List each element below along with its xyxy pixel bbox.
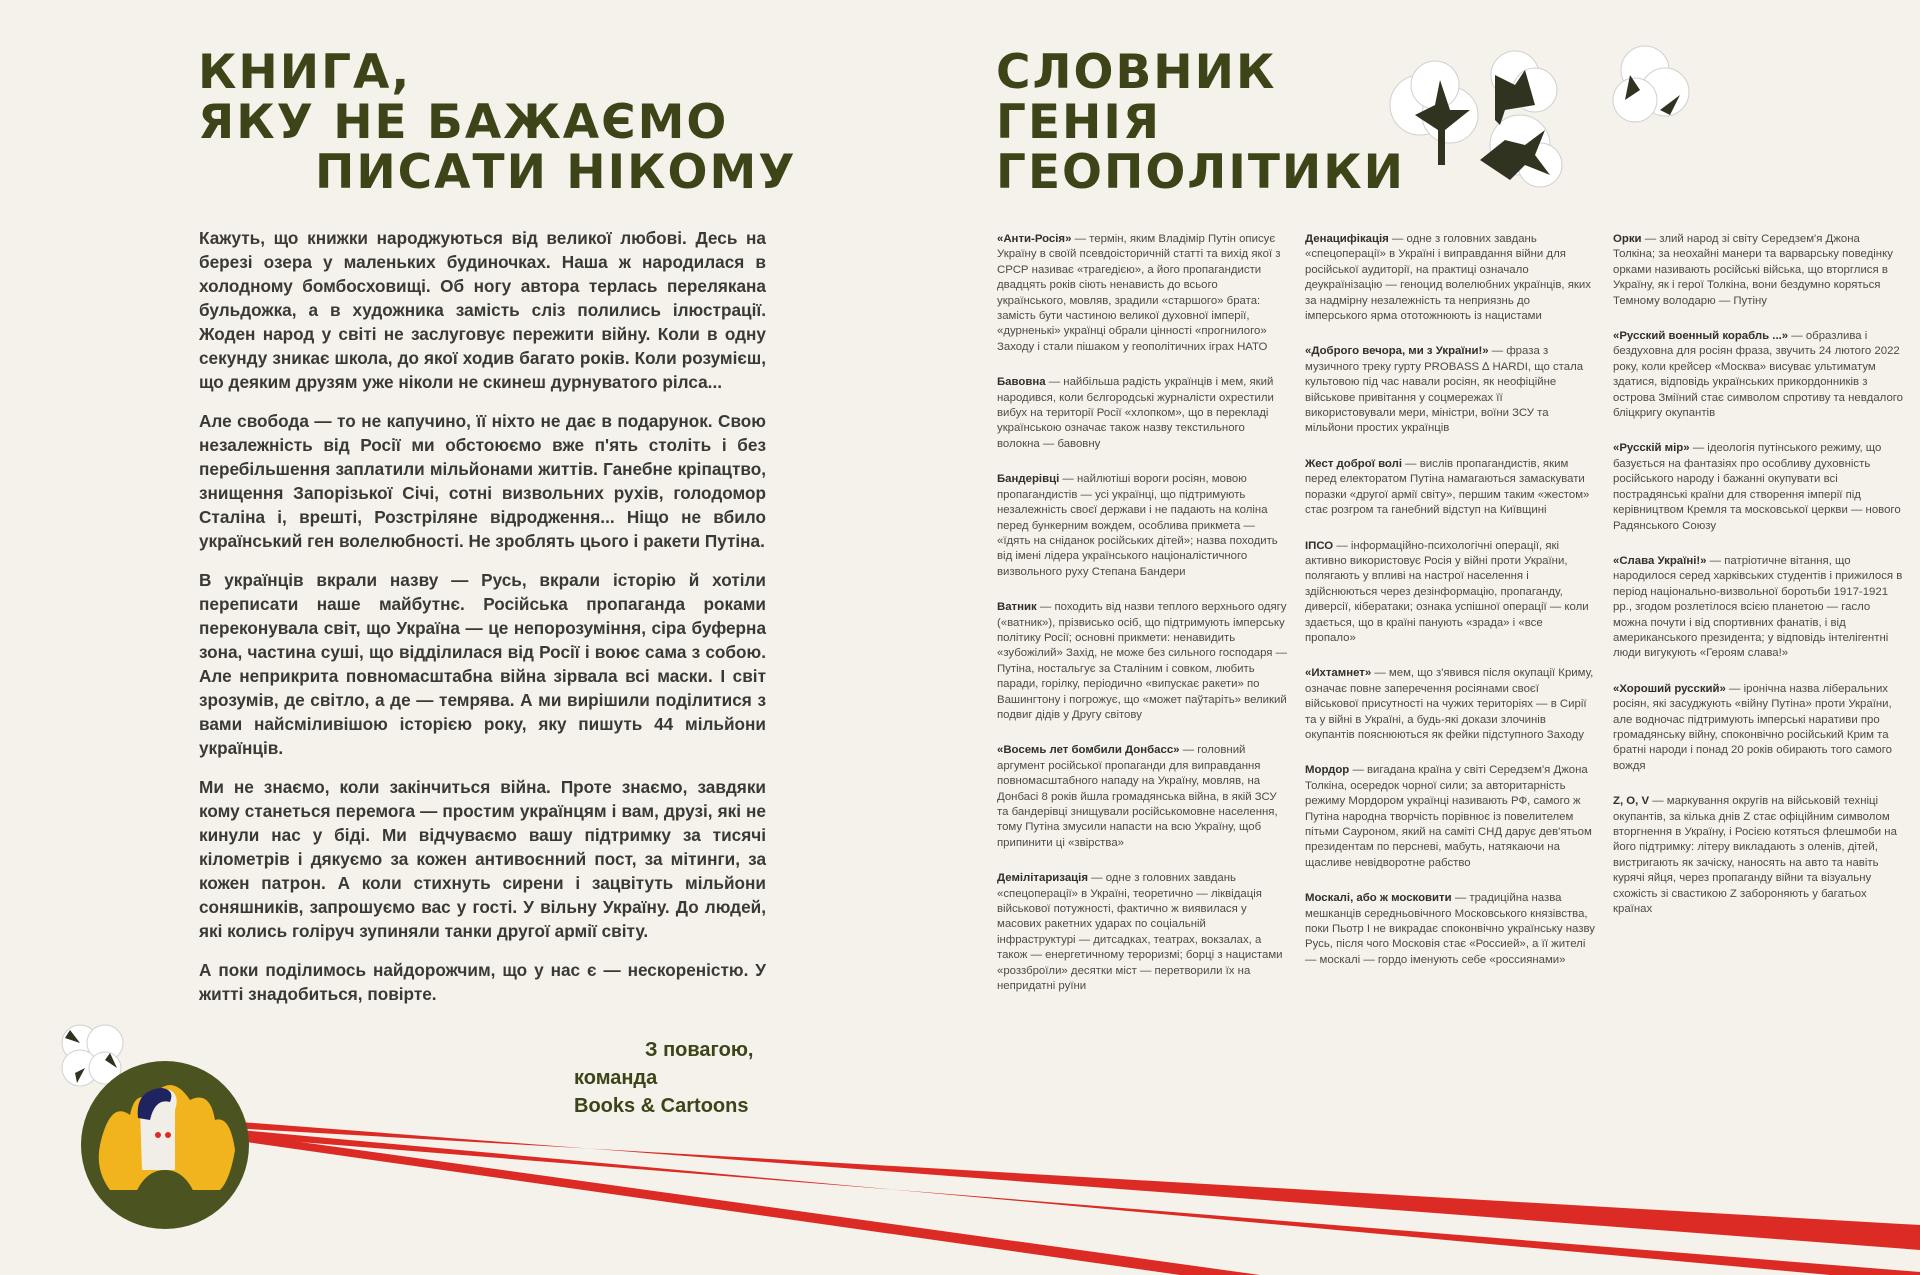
- glossary-title: [996, 45, 1405, 200]
- foreword-paragraph: Ми не знаємо, коли закінчиться війна. Проте знаємо, завдяки кому станеться перемога — простим українцям і вам, друзі, які не кинули нас у біді. Ми відчуваємо вашу підтримку за тисячі кілометрів і дякуємо за кожен антивоєнний пост, за мітинги, за кожен патрон. А коли стихнуть сирени і зацвітуть мільйони соняшників, запрошуємо вас у гості. У вільну Україну. До людей, які колись голіруч зупиняли танки другої армії світу.: [199, 777, 766, 941]
- glossary-entry: [1305, 457, 1595, 519]
- glossary-entry: [1305, 763, 1595, 871]
- glossary-entry: [1613, 794, 1903, 917]
- glossary-term: Бавовна: [997, 376, 1046, 389]
- glossary-definition: — маркування округів на військовій техніці окупантів, за кілька днів Z стає офіційним символом вторгнення в Україну, і Росією котяться флешмоби на його підтримку: літеру викладають з оленів, дітей, вистригають як зачіску, наносять на авто та навіть курячі яйця, через пропаганду війни та візуальну схожість зі свастикою Z забороняють у багатьох країнах: [1613, 795, 1897, 916]
- foreword-paragraph: А поки поділимось найдорожчим, що у нас є — нескореністю. У житті знадобиться, повірте.: [199, 960, 766, 1004]
- glossary-definition: — фраза з музичного треку гурту PROBASS ∆ HARDI, що стала культовою під час навали росіян, як неофіційне військове привітання у соцмережах її використовували мери, міністри, воїни ЗСУ та мільйони простих українців: [1305, 345, 1584, 435]
- glossary-term: Мордор: [1305, 764, 1350, 777]
- left-page-title: [198, 45, 797, 200]
- glossary-definition: — патріотичне вітання, що народилося серед харківських студентів і прижилося в період національно-визвольної боротьби 1917-1921 рр., згодом розлетілося всією планетою — гасло можна почути і від спортивних фанатів, і від американського президента; у відповідь інтелігентні люди вигукують «Героям слава!»: [1613, 554, 1903, 660]
- glossary-entry: [1613, 329, 1903, 421]
- glossary-entry: [1305, 344, 1595, 436]
- glossary-term: «Хороший русский»: [1613, 682, 1726, 695]
- glossary-entry: [997, 375, 1287, 452]
- glossary-title-line-2: ГЕНІЯ: [996, 95, 1162, 150]
- glossary-column-2: [1305, 232, 1595, 988]
- glossary-entry: [1305, 666, 1595, 743]
- glossary-definition: — вислів пропагандистів, яким перед електоратом Путіна намагаються замаскувати поразки «другої армії світу», першим таким «жестом» стає розгром та ганебний відступ на Київщині: [1305, 457, 1590, 517]
- glossary-term: Бандерівці: [997, 473, 1060, 486]
- glossary-entry: [1305, 891, 1595, 968]
- glossary-definition: — походить від назви теплого верхнього одягу («ватник»), прізвисько осіб, що підтримують імперську політику Росії; основні прикмети: ненавидить «зубожілий» Захід, не може без сильного господаря — Путіна, ностальгує за Сталіним і совком, любить паради, горілку, періодично «випускає ракети» по Вашингтону і погрожує, що «может паўтаріть» великий подвиг дідів у Другу світову: [997, 601, 1288, 721]
- glossary-term: ІПСО: [1305, 539, 1334, 552]
- glossary-definition: — образлива і бездуховна для росіян фраза, звучить 24 лютого 2022 року, коли крейсер «Москва» висуває ультиматум здатися, відповідь українських прикордонників з острова Зміїний стає символом спротиву та невдалого бліцкригу окупантів: [1613, 330, 1904, 420]
- glossary-entry: [1613, 232, 1903, 309]
- glossary-definition: — найлютіші вороги росіян, мовою пропагандистів — усі українці, що підтримують незалежність своєї держави і не падають на коліна перед бункерним вождем, особлива прикмета — «їдять на сніданок російських дітей»; назва походить від імені лідера українського націоналістичного визвольного руху Степана Бандери: [997, 473, 1278, 578]
- glossary-term: «Анти-Росія»: [997, 233, 1072, 245]
- glossary-term: Жест доброї волі: [1305, 457, 1402, 470]
- foreword-paragraph: Кажуть, що книжки народжуються від великої любові. Десь на березі озера у маленьких будиночках. Наша ж народилася в холодному бомбосховищі. Об ногу автора терлась перелякана бульдожка, а в художника замість сліз полились ілюстрації. Жоден народ у світі не заслуговує пережити війну. Коли в одну секунду зникає школа, до якої ходив багато років. Коли розумієш, що деяким друзям уже ніколи не скинеш дурнуватого рілса...: [199, 228, 766, 392]
- glossary-term: Орки: [1613, 233, 1642, 245]
- glossary-definition: — ідеологія путінського режиму, що базується на фантазіях про особливу духовність російського народу і бажанні окупувати всі пострадянські країни для створення імперії під керівництвом Кремля та московської церкви — нового Радянського Союзу: [1613, 442, 1901, 532]
- glossary-term: «Доброго вечора, ми з України!»: [1305, 345, 1489, 358]
- glossary-definition: — злий народ зі світу Середзем'я Джона Толкіна; за неохайні манери та варварську поведінку орками називають російські війська, що вторглися в Україну, як і герої Толкіна, вони бездумно коряться Темному володарю — Путіну: [1613, 233, 1893, 307]
- glossary-title-line-3: ГЕОПОЛІТИКИ: [996, 145, 1405, 200]
- foreword-paragraph: В українців вкрали назву — Русь, вкрали історію й хотіли переписати наше майбутнє. Російська пропаганда роками переконувала світ, що Україна — це непорозуміння, сіра буферна зона, частина суші, що відділилася від Росії і воює сама з собою. Але неприкрита повномасштабна війна зірвала всі маски. І світ зрозумів, де світло, а де — темрява. А ми вирішили поділитися з вами найсміливішою історією року, яку пишуть 44 мільйони українців.: [199, 570, 766, 758]
- signature: [574, 1036, 753, 1120]
- glossary-definition: — найбільша радість українців і мем, який народився, коли бєлгородські журналісти охрестили вибух на території Росії «хлопком», що в перекладі українською означає також назву текстильного волокна — бавовну: [997, 376, 1274, 450]
- glossary-term: «Ихтамнет»: [1305, 667, 1372, 680]
- glossary-entry: [1613, 554, 1903, 662]
- glossary-title-line-1: СЛОВНИК: [996, 45, 1277, 100]
- glossary-definition: — головний аргумент російської пропаганди для виправдання повномасштабного нападу на Україну, мовляв, на Донбасі 8 років йшла громадянська війна, в якій ЗСУ та бандерівці знищували російськомовне населення, тому Путіна змусили напасти на всю Україну, щоб припинити ці «звірства»: [997, 744, 1278, 849]
- title-line-2: ЯКУ НЕ БАЖАЄМО: [198, 95, 729, 150]
- glossary-term: Москалі, або ж московити: [1305, 892, 1452, 905]
- glossary-entry: [1613, 441, 1903, 533]
- portrait-illustration: [80, 1060, 250, 1230]
- glossary-definition: — іронічна назва ліберальних росіян, які засуджують «війну Путіна» проти України, але водночас підтримують імперські наративи про громадянську війну, споконвічно російський Крим та братні народи і понад 20 років обирають того самого вождя: [1613, 682, 1892, 772]
- glossary-entry: [997, 600, 1287, 723]
- glossary-entry: [1613, 682, 1903, 774]
- glossary-term: «Восемь лет бомбили Донбасс»: [997, 744, 1180, 757]
- glossary-entry: [1305, 539, 1595, 647]
- glossary-term: «Русскій мір»: [1613, 442, 1690, 455]
- glossary-entry: [997, 743, 1287, 851]
- title-line-1: КНИГА,: [198, 45, 412, 100]
- signature-line-1: З повагою,: [645, 1039, 754, 1061]
- glossary-term: Демілітаризація: [997, 872, 1088, 885]
- glossary-definition: — традиційна назва мешканців середньовічного Московського князівства, поки Пьотр I не викрадає споконвічно українську назву Русь, після чого Московія стає «Россией», а її жителі — москалі — гордо іменують себе «россиянами»: [1305, 892, 1595, 966]
- glossary-term: Денацифікація: [1305, 233, 1389, 245]
- glossary-definition: — інформаційно-психологічні операції, які активно використовує Росія у війні проти України, полягають у впливі на настрої населення і здійснюються через дезінформацію, пропаганду, диверсії, кібератаки; ознака успішної операції — коли здається, що в країні панують «зрада» і «все пропало»: [1305, 539, 1589, 644]
- glossary-definition: — одне з головних завдань «спецоперації» в Україні і виправдання війни для російської аудиторії, на практиці означало деукраїнізацію — геноцид волелюбних українців, яких за надмірну незалежність та неприязнь до імперського ярма ототожнюють із нацистами: [1305, 233, 1591, 323]
- glossary-term: Z, O, V: [1613, 795, 1650, 808]
- glossary-entry: [997, 871, 1287, 994]
- glossary-definition: — одне з головних завдань «спецоперації» в Україні, теоретично — ліквідація військової потужності, фактично ж виявилася у масових ракетних ударах по соціальній інфраструктурі — дитсадках, театрах, вокзалах, а також — енергетичному тероризмі; борці з нацистами «роззброїли» десятки міст — перетворили їх на непридатні руїни: [997, 872, 1283, 993]
- glossary-definition: — термін, яким Владімір Путін описує Україну в своїй псевдоісторичній статті та вихід якої з СРСР називає «трагедією», а його пропагандисти двадцять років сіють ненависть до всього українського, мовляв, зрадили «старшого» брата: замість бути частиною великої духовної імперії, «дурненькі» українці обрали цінності «прогнилого» Заходу і стали пішаком у геополітичних іграх НАТО: [997, 233, 1281, 353]
- glossary-definition: — мем, що з'явився після окупації Криму, означає повне заперечення росіянами своєї військової присутності на чужих територіях — в Сирії та у війні в Україні, а будь-які докази злочинів окупантів пояснюються як фейки підступного Заходу: [1305, 667, 1594, 741]
- foreword-body: [199, 226, 766, 1021]
- glossary-term: «Русский военный корабль ...»: [1613, 330, 1789, 343]
- signature-line-3: Books & Cartoons: [574, 1095, 749, 1117]
- glossary-term: Ватник: [997, 601, 1037, 614]
- glossary-definition: — вигадана країна у світі Середзем'я Джона Толкіна, осередок чорної сили; за авторитарність режиму Мордором українці називають РФ, самого ж Путіна народна творчість порівнює із повелителем пітьми Сауроном, який на саміті СНД дарує дев'ятьом президентам по персневі, мабуть, натякаючи на щасливе невідворотне рабство: [1305, 764, 1592, 869]
- glossary-entry: [1305, 232, 1595, 324]
- glossary-entry: [997, 232, 1287, 355]
- glossary-term: «Слава Україні!»: [1613, 554, 1707, 567]
- signature-line-2: команда: [574, 1067, 658, 1089]
- glossary-column-1: [997, 232, 1287, 1014]
- glossary-entry: [997, 472, 1287, 580]
- cotton-flowers-illustration: [1360, 30, 1720, 190]
- foreword-paragraph: Але свобода — то не капучино, її ніхто не дає в подарунок. Свою незалежність від Росії ми обстоюємо вже п'ять століть і без перебільшення заплатили мільйонами життів. Ганебне кріпацтво, знищення Запорізької Січі, сотні визвольних рухів, голодомор Сталіна і, врешті, Розстріляне відродження... Ніщо не вбило український ген волелюбності. Не зроблять цього і ракети Путіна.: [199, 411, 766, 551]
- title-line-3: ПИСАТИ НІКОМУ: [315, 145, 797, 200]
- glossary-column-3: [1613, 232, 1903, 937]
